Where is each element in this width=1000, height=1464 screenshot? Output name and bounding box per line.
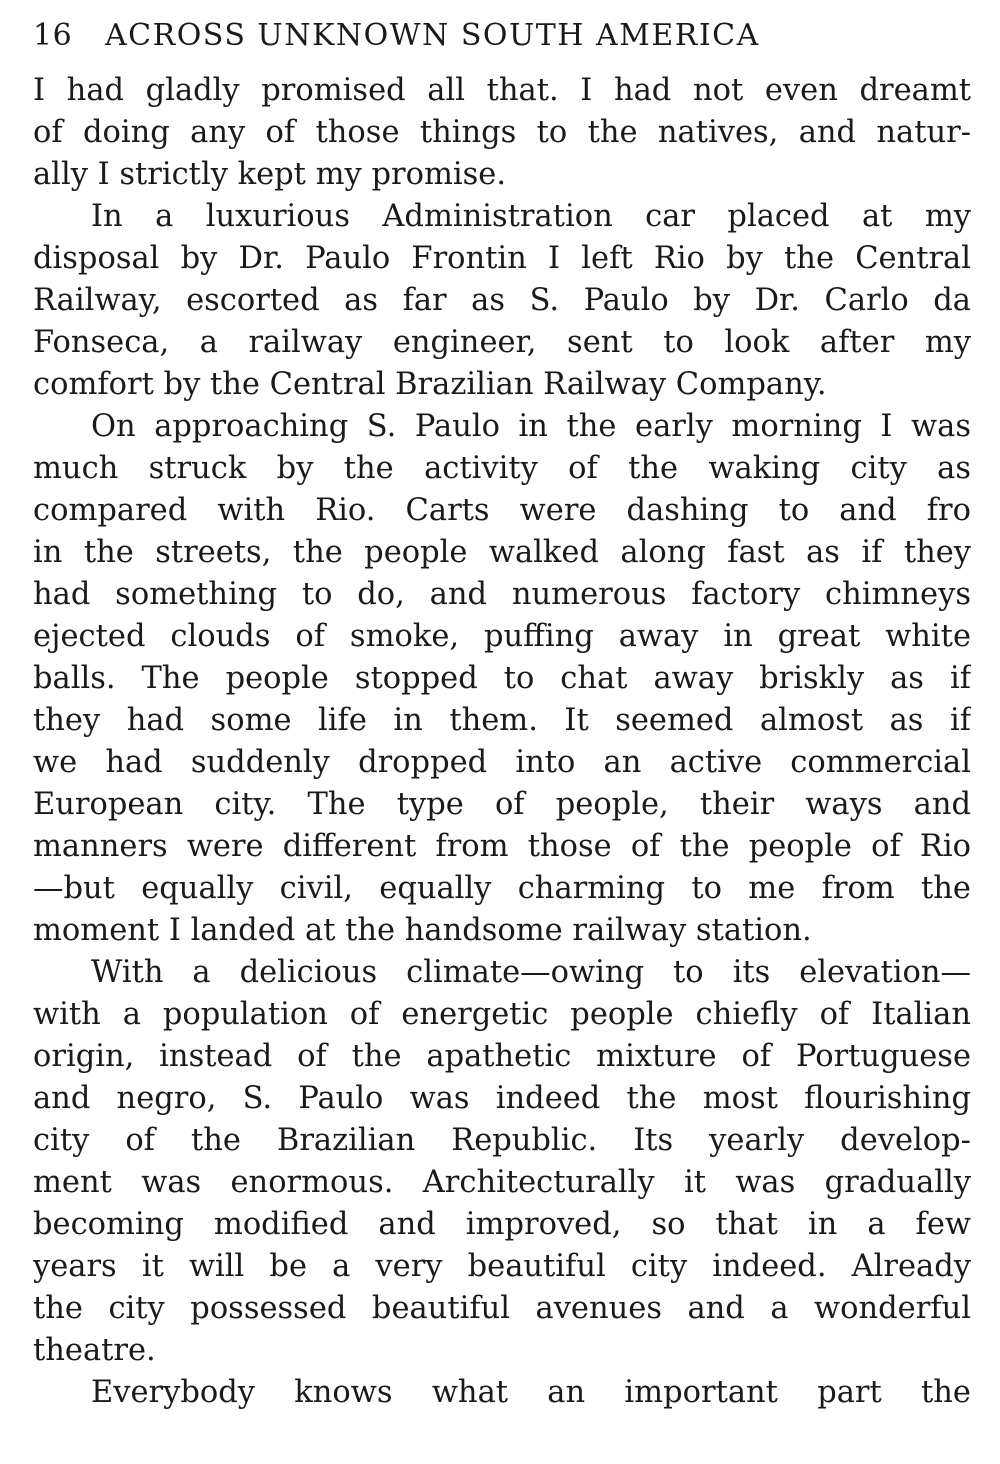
text-line: In a luxurious Administration car placed at my	[91, 199, 971, 234]
text-line: much struck by the activity of the waking city as	[33, 451, 971, 486]
paragraph	[33, 952, 971, 1372]
running-head	[33, 18, 971, 70]
text-line: Everybody knows what an important part the	[91, 1375, 971, 1410]
text-line: had something to do, and numerous factory chimneys	[33, 577, 971, 612]
running-title: ACROSS UNKNOWN SOUTH AMERICA	[105, 18, 760, 53]
text-line: theatre.	[33, 1333, 156, 1368]
text-line: and negro, S. Paulo was indeed the most flourishing	[33, 1081, 971, 1116]
text-line: ally I strictly kept my promise.	[33, 157, 507, 192]
text-line: city of the Brazilian Republic. Its yearly develop-	[33, 1123, 971, 1158]
text-line: Railway, escorted as far as S. Paulo by Dr. Carlo da	[33, 283, 971, 318]
text-line: European city. The type of people, their ways and	[33, 787, 971, 822]
text-line: I had gladly promised all that. I had not even dreamt	[33, 73, 971, 108]
paragraph	[33, 70, 971, 196]
page-number: 16	[33, 18, 73, 53]
text-line: with a population of energetic people chiefly of Italian	[33, 997, 971, 1032]
text-line: years it will be a very beautiful city indeed. Already	[33, 1249, 971, 1284]
text-line: manners were different from those of the people of Rio	[33, 829, 971, 864]
text-line: ejected clouds of smoke, puffing away in great white	[33, 619, 971, 654]
paragraph	[33, 406, 971, 952]
text-line: the city possessed beautiful avenues and a wonderful	[33, 1291, 971, 1326]
text-line: On approaching S. Paulo in the early morning I was	[91, 409, 971, 444]
text-line: disposal by Dr. Paulo Frontin I left Rio by the Central	[33, 241, 971, 276]
text-line: balls. The people stopped to chat away briskly as if	[33, 661, 971, 696]
text-line: origin, instead of the apathetic mixture of Portuguese	[33, 1039, 971, 1074]
text-line: moment I landed at the handsome railway station.	[33, 913, 812, 948]
text-line: they had some life in them. It seemed almost as if	[33, 703, 971, 738]
body-text	[33, 70, 971, 1414]
book-page	[33, 18, 971, 1414]
text-line: ment was enormous. Architecturally it was gradually	[33, 1165, 971, 1200]
text-line: becoming modified and improved, so that in a few	[33, 1207, 971, 1242]
text-line: With a delicious climate—owing to its elevation—	[91, 955, 971, 990]
text-line: of doing any of those things to the natives, and natur-	[33, 115, 971, 150]
text-line: we had suddenly dropped into an active commercial	[33, 745, 971, 780]
paragraph	[33, 196, 971, 406]
text-line: compared with Rio. Carts were dashing to and fro	[33, 493, 971, 528]
paragraph	[33, 1372, 971, 1414]
text-line: Fonseca, a railway engineer, sent to look after my	[33, 325, 971, 360]
text-line: in the streets, the people walked along fast as if they	[33, 535, 971, 570]
text-line: —but equally civil, equally charming to me from the	[33, 871, 971, 906]
text-line: comfort by the Central Brazilian Railway Company.	[33, 367, 827, 402]
